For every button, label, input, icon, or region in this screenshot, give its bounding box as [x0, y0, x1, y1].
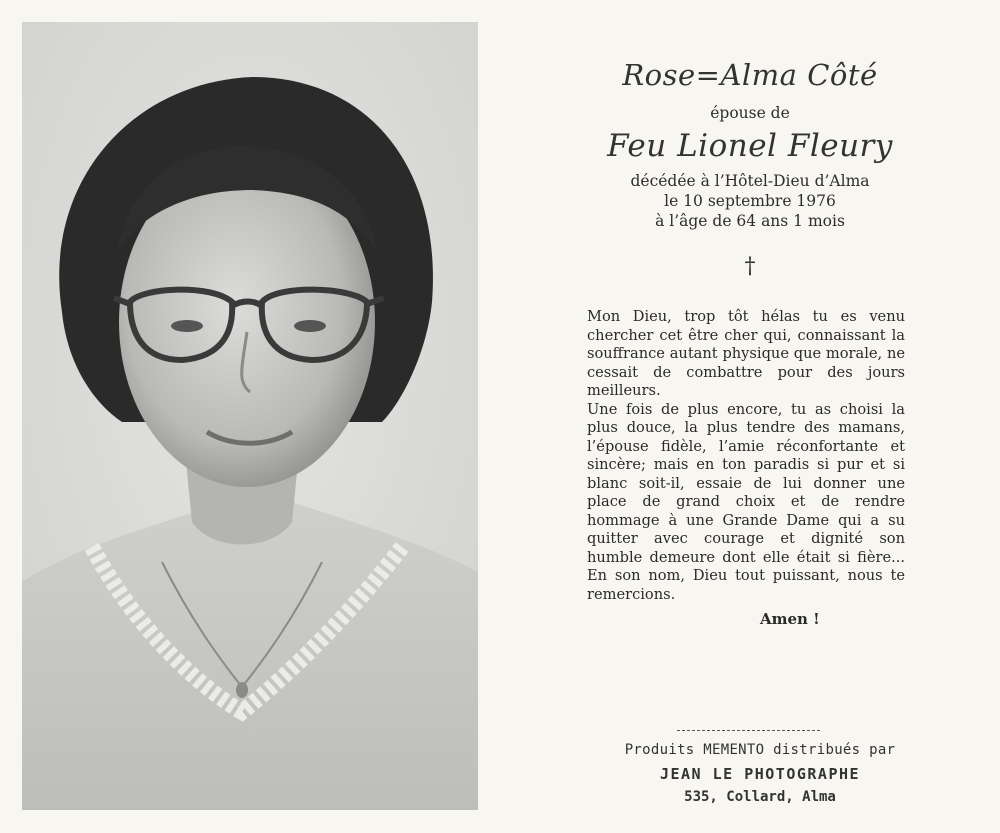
prayer-paragraph-2: Une fois de plus encore, tu as choisi la plus douce, la plus tendre des mamans, l’épouse fidèle, l’amie réconfortante et sincère; mais en ton paradis si pur et si blanc soit-il, essaie de lui donner une place de grand choix et de rendre hommage à une Grande Dame qui a su quitter avec courage et dignité son humble demeure dont elle était si fière... En son nom, Dieu tout puissant, nous te remercions.	[587, 400, 905, 603]
divider	[677, 730, 820, 731]
cross-icon: †	[744, 254, 756, 279]
prayer-text	[587, 308, 905, 604]
age-text: à l’âge de 64 ans 1 mois	[655, 212, 845, 230]
portrait-image	[22, 22, 478, 810]
footer-address: 535, Collard, Alma	[684, 789, 836, 805]
death-date: le 10 septembre 1976	[664, 192, 836, 210]
amen-text: Amen !	[760, 610, 820, 628]
footer-distributor: Produits MEMENTO distribués par	[624, 742, 896, 758]
portrait-photo	[22, 22, 478, 810]
prayer-paragraph-1: Mon Dieu, trop tôt hélas tu es venu chercher cet être cher qui, connaissant la souffrance autant physique que morale, ne cessait de combattre pour des jours meilleurs.	[587, 308, 905, 399]
death-place: décédée à l’Hôtel-Dieu d’Alma	[630, 172, 870, 190]
memorial-text-panel	[500, 0, 1000, 833]
footer-photographer: JEAN LE PHOTOGRAPHE	[659, 765, 861, 783]
spouse-name: Feu Lionel Fleury	[607, 128, 893, 164]
deceased-name: Rose=Alma Côté	[622, 58, 878, 92]
relation-text: épouse de	[710, 104, 790, 122]
